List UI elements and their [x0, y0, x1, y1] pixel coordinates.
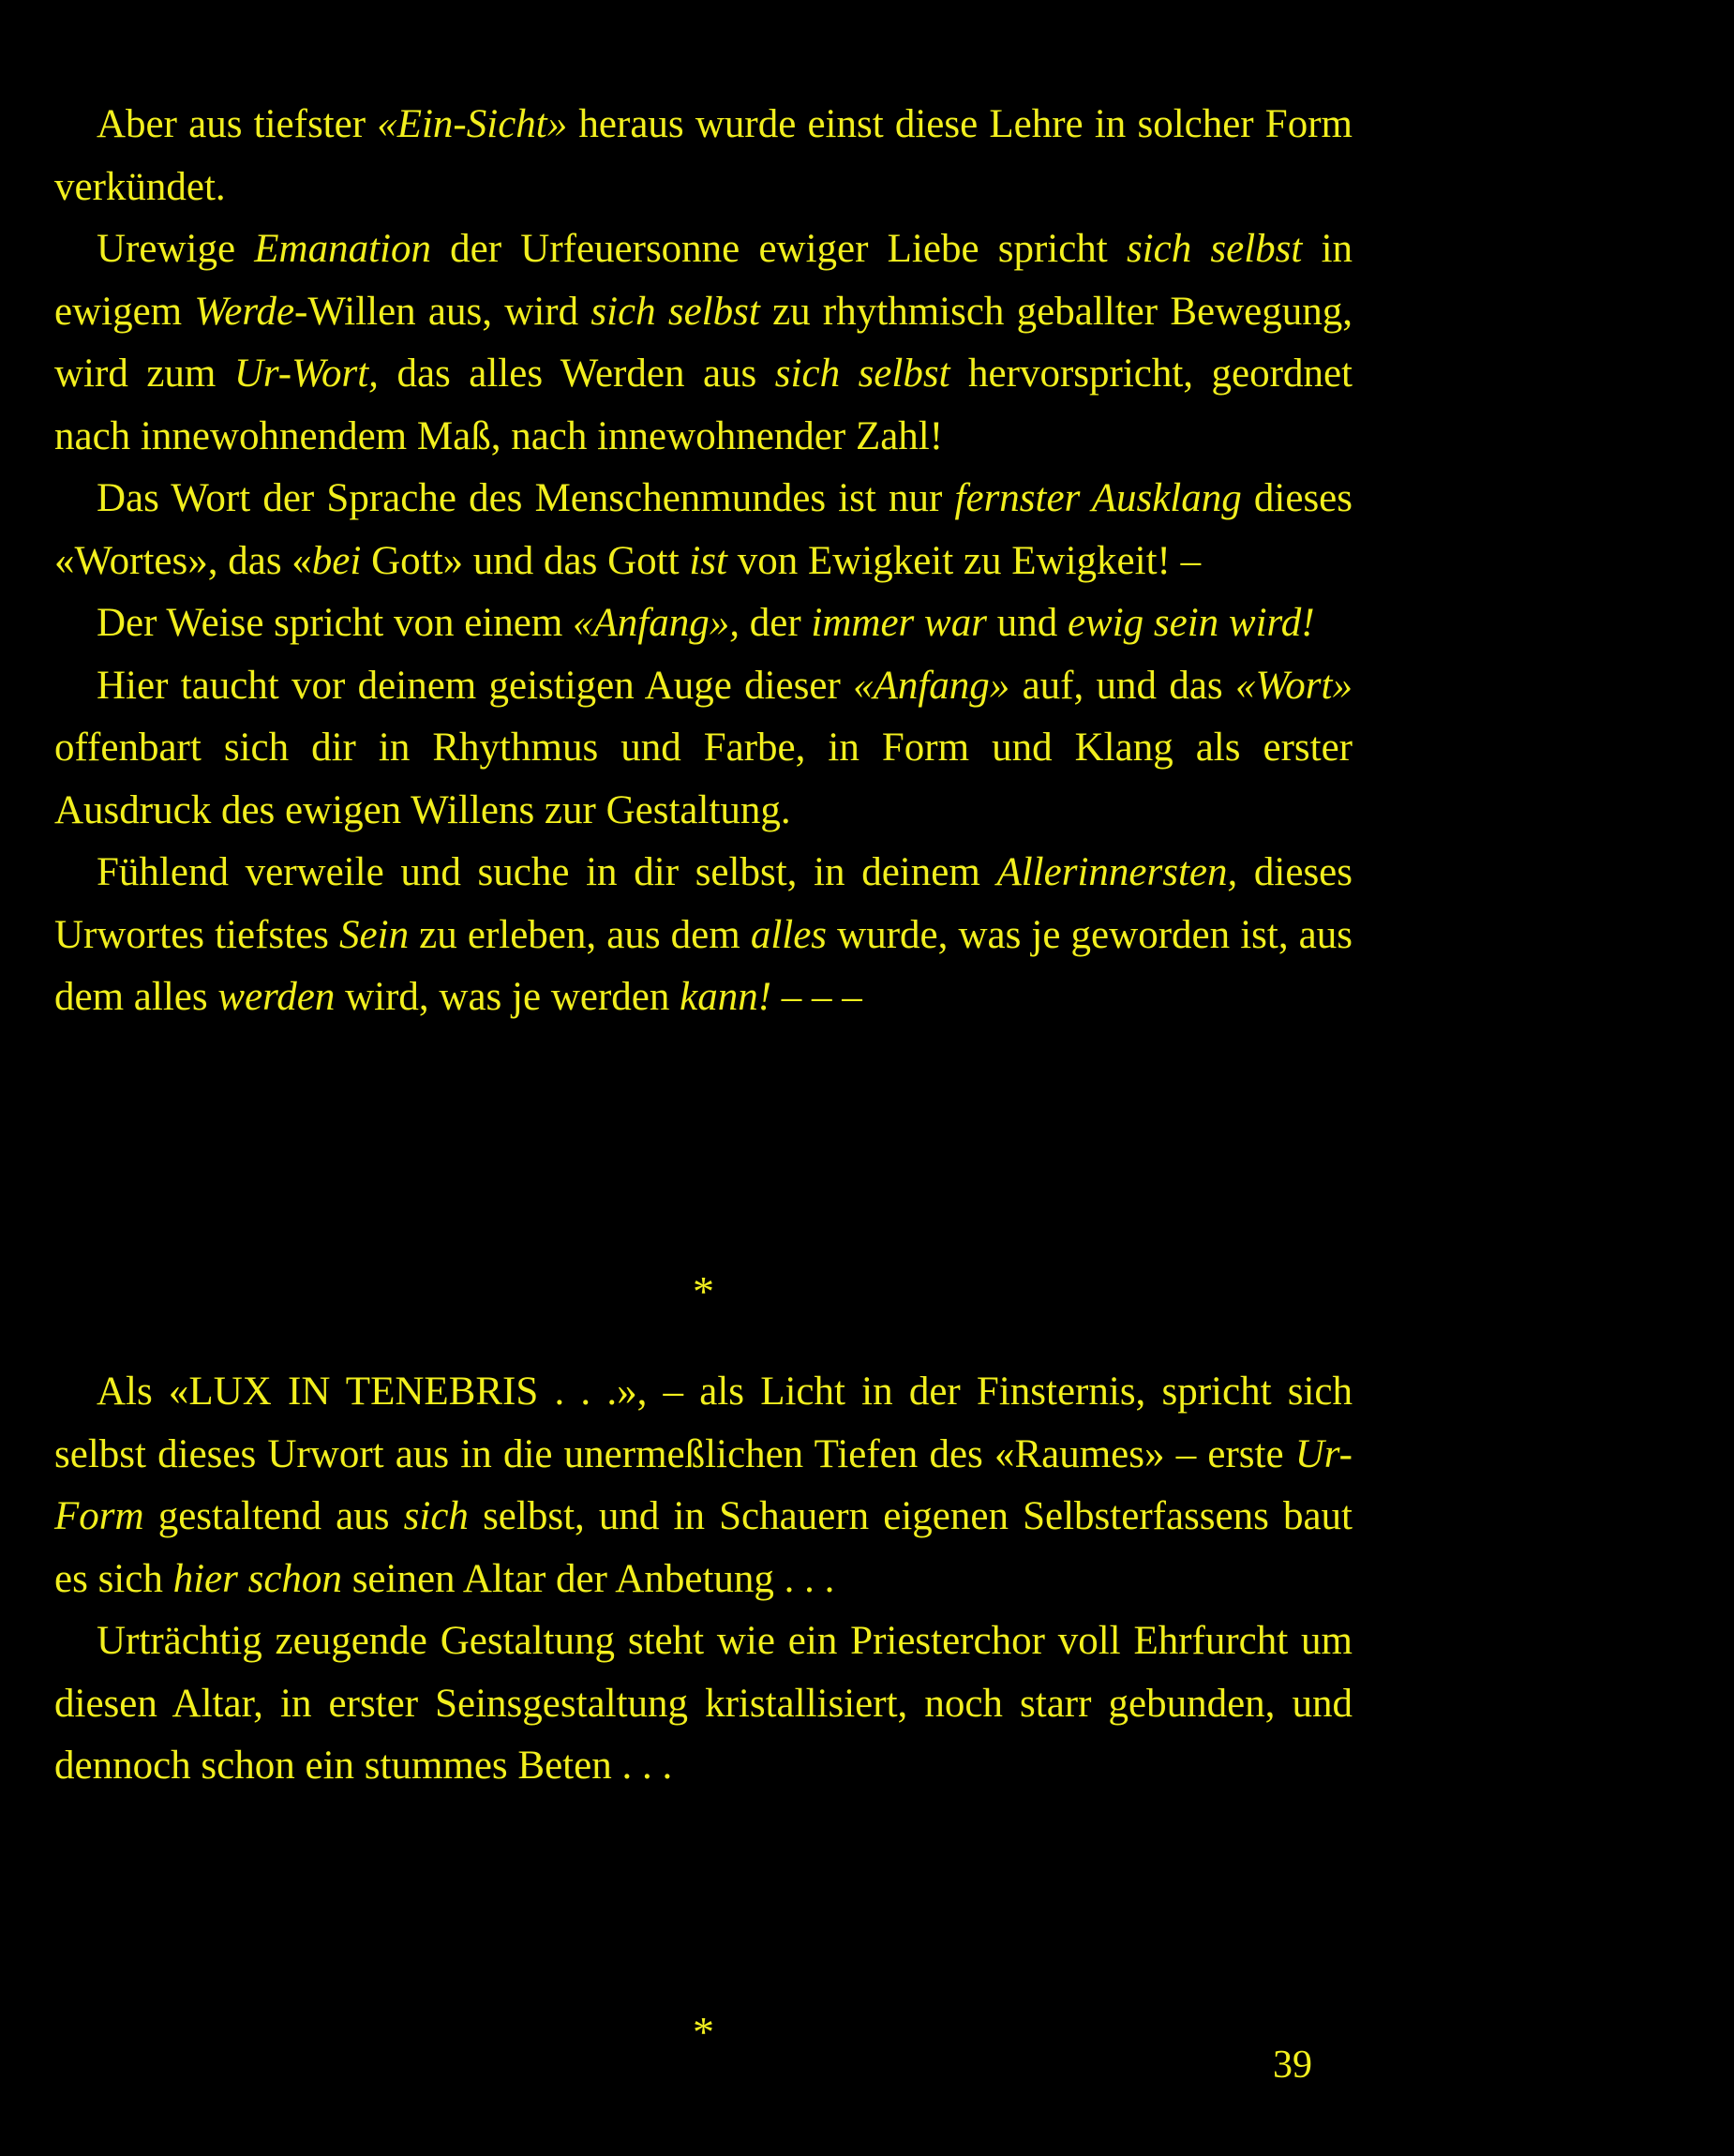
text-run: der Urfeuersonne ewiger Liebe spricht — [430, 227, 1127, 271]
text-run: heraus wurde einst diese Lehre in solcher Form verkündet. — [54, 102, 1353, 209]
text-run: zu rhythmisch geballter Bewegung, wird zum — [54, 289, 1353, 396]
section-2 — [54, 1361, 1353, 1798]
paragraph — [54, 655, 1353, 843]
emphasis-text: sich — [403, 1494, 469, 1538]
text-run: selbst, und in Schauern eigenen Selbsterfassens baut es sich — [54, 1494, 1353, 1601]
emphasis-text: Ur-Wort, — [233, 352, 379, 396]
text-run: dieses «Wortes», das « — [54, 476, 1353, 583]
page-body — [54, 94, 1353, 2056]
text-run: Als «LUX IN TENEBRIS . . .», – als Licht in der Finsternis, spricht sich selbst dieses Urwort aus in die unermeßlichen Tiefen des «Raumes» – erste — [54, 1370, 1353, 1476]
emphasis-text: alles — [750, 912, 828, 957]
section-separator: * — [693, 1267, 714, 1315]
emphasis-text: Allerinnersten, — [996, 850, 1238, 894]
emphasis-text: «Wort» — [1234, 663, 1353, 708]
emphasis-text: «Anfang» — [853, 663, 1010, 708]
emphasis-text: hier schon — [172, 1556, 342, 1601]
text-run: wurde, was je geworden ist, aus dem alles — [54, 912, 1353, 1019]
emphasis-text: sich selbst — [590, 289, 760, 334]
emphasis-text: sich selbst — [1126, 227, 1303, 271]
text-run: Gott» und das Gott — [361, 538, 690, 583]
text-run: wird, was je werden — [335, 975, 680, 1019]
emphasis-text: «Anfang», — [573, 601, 740, 645]
text-run: seinen Altar der Anbetung . . . — [341, 1556, 835, 1601]
text-run: offenbart sich dir in Rhythmus und Farbe, in Form und Klang als erster Ausdruck des ewigen Willens zur Gestaltung. — [54, 726, 1353, 832]
emphasis-text: ewig sein wird! — [1067, 601, 1315, 645]
text-run: zu erleben, aus dem — [409, 912, 751, 957]
emphasis-text: ist — [689, 538, 727, 583]
text-run: auf, und das — [1009, 663, 1235, 708]
paragraph — [54, 842, 1353, 1029]
section-separator: * — [693, 2008, 714, 2056]
emphasis-text: Sein — [339, 912, 410, 957]
text-run: Urewige — [97, 227, 255, 271]
paragraph — [54, 1610, 1353, 1798]
emphasis-text: fernster Ausklang — [954, 476, 1242, 520]
text-run: Das Wort der Sprache des Menschenmundes ist nur — [97, 476, 955, 520]
paragraph — [54, 94, 1353, 218]
paragraph — [54, 468, 1353, 592]
emphasis-text: Werde- — [194, 289, 308, 334]
text-run: dieses Urwortes tiefstes — [54, 850, 1353, 957]
text-run: der — [740, 601, 812, 645]
paragraph — [54, 218, 1353, 468]
emphasis-text: bei — [311, 538, 362, 583]
section-1 — [54, 94, 1353, 1029]
emphasis-text: Ur-Form — [54, 1431, 1353, 1538]
emphasis-text: werden — [217, 975, 336, 1019]
emphasis-text: immer war — [811, 601, 987, 645]
text-run: in ewigem — [54, 227, 1353, 334]
text-run: und — [986, 601, 1068, 645]
text-run: gestaltend aus — [143, 1494, 404, 1538]
text-run: – – – — [771, 975, 862, 1019]
text-run: hervorspricht, geordnet nach innewohnendem Maß, nach innewohnender Zahl! — [54, 352, 1353, 458]
emphasis-text: kann! — [680, 975, 772, 1019]
paragraph — [54, 592, 1353, 655]
emphasis-text: sich selbst — [774, 352, 950, 396]
text-run: Hier taucht vor deinem geistigen Auge dieser — [97, 663, 854, 708]
text-run: Aber aus tiefster — [97, 102, 378, 146]
text-run: Der Weise spricht von einem — [97, 601, 574, 645]
text-run: Willen aus, wird — [307, 289, 591, 334]
paragraph — [54, 1361, 1353, 1610]
text-run: Fühlend verweile und suche in dir selbst, in deinem — [97, 850, 997, 894]
emphasis-text: Emanation — [254, 227, 431, 271]
text-run: von Ewigkeit zu Ewigkeit! – — [726, 538, 1202, 583]
text-run: das alles Werden aus — [378, 352, 775, 396]
text-run: Urträchtig zeugende Gestaltung steht wie ein Priesterchor voll Ehrfurcht um diesen Altar, in erster Seinsgestaltung kristallisiert, noch starr gebunden, und dennoch schon ein stummes Beten . . . — [54, 1619, 1353, 1788]
page-number: 39 — [1273, 2044, 1312, 2087]
emphasis-text: «Ein-Sicht» — [377, 102, 568, 146]
